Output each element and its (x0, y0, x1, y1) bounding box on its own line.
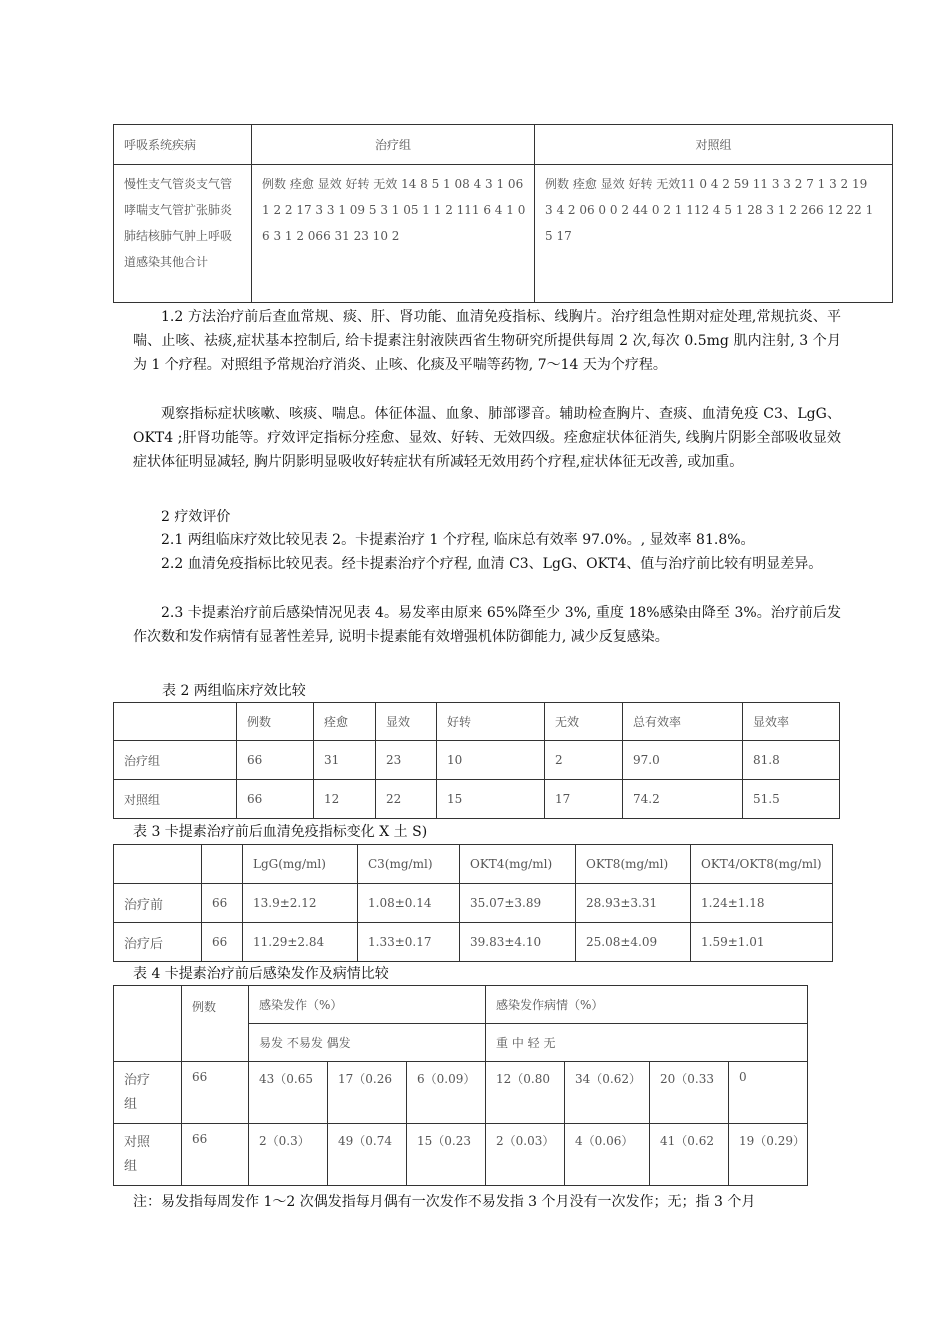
table1-header-treatment: 治疗组 (252, 125, 535, 165)
table-cell: 6（0.09） (407, 1062, 486, 1124)
table3-header-c3: C3(mg/ml) (358, 845, 460, 884)
section-heading-evaluation: 2 疗效评价 (161, 509, 231, 525)
table2-header-improved: 好转 (437, 703, 545, 741)
table-cell: 25.08±4.09 (576, 923, 691, 962)
table-cell: 20（0.33 (650, 1062, 729, 1124)
table4-header-count: 例数 (182, 986, 249, 1062)
table4-subheader-infection: 易发 不易发 偶发 (249, 1024, 486, 1062)
table-cell: 10 (437, 741, 545, 780)
table-cell: 66 (182, 1124, 249, 1186)
table-cell: 对照 组 (114, 1124, 182, 1186)
table-cell: 13.9±2.12 (243, 884, 358, 923)
table2-header-total-rate: 总有效率 (623, 703, 743, 741)
table-cell: 28.93±3.31 (576, 884, 691, 923)
table-row (114, 1124, 808, 1186)
table-row (114, 923, 833, 962)
table-cell: 51.5 (743, 780, 840, 819)
table2-header-marked-rate: 显效率 (743, 703, 840, 741)
table-4 (113, 985, 808, 1186)
table4-subheader-severity: 重 中 轻 无 (486, 1024, 808, 1062)
table-cell: 23 (376, 741, 437, 780)
table-row (114, 741, 840, 780)
table-row (114, 780, 840, 819)
table-cell: 2（0.03） (486, 1124, 565, 1186)
table-cell: 66 (182, 1062, 249, 1124)
table4-note: 注：易发指每周发作 1～2 次偶发指每月偶有一次发作不易发指 3 个月没有一次发作；无；指 3 个月 (133, 1194, 756, 1210)
table3-header-ratio: OKT4/OKT8(mg/ml) (691, 845, 833, 884)
table3-header-blank (114, 845, 202, 884)
table-cell: 4（0.06） (565, 1124, 650, 1186)
table-row (114, 1062, 808, 1124)
table-cell: 17（0.26 (328, 1062, 407, 1124)
table-cell: 17 (545, 780, 623, 819)
table-cell: 35.07±3.89 (460, 884, 576, 923)
table-cell: 1.59±1.01 (691, 923, 833, 962)
paragraph-2-3: 2.3 卡提素治疗前后感染情况见表 4。易发率由原来 65%降至少 3%, 重度 18%感染由降至 3%。治疗前后发作次数和发作病情有显著性差异, 说明卡提素能有效增强机体防御能力, 减少反复感染。 (133, 605, 841, 645)
table4-header-blank (114, 986, 182, 1062)
table-cell: 15 (437, 780, 545, 819)
table-cell: 74.2 (623, 780, 743, 819)
table-cell: 31 (314, 741, 376, 780)
table-cell: 43（0.65 (249, 1062, 328, 1124)
table-cell: 12（0.80 (486, 1062, 565, 1124)
table-cell: 对照组 (114, 780, 237, 819)
table-cell: 49（0.74 (328, 1124, 407, 1186)
table-cell: 1.08±0.14 (358, 884, 460, 923)
table-2 (113, 702, 840, 819)
table3-header-okt8: OKT8(mg/ml) (576, 845, 691, 884)
table-cell: 治疗组 (114, 741, 237, 780)
table1-control: 例数 痊愈 显效 好转 无效11 0 4 2 59 11 3 3 2 7 1 3 2 19 3 4 2 06 0 0 2 44 0 2 1 112 4 5 1 28 3 1 2 266 12 22 15 17 (535, 165, 893, 303)
table-cell: 2 (545, 741, 623, 780)
table2-header-invalid: 无效 (545, 703, 623, 741)
table4-header-infection: 感染发作（%） (249, 986, 486, 1024)
table-cell: 34（0.62） (565, 1062, 650, 1124)
table-cell: 39.83±4.10 (460, 923, 576, 962)
table4-header-severity: 感染发作病情（%） (486, 986, 808, 1024)
table-1 (113, 124, 893, 303)
table-cell: 15（0.23 (407, 1124, 486, 1186)
table3-header-blank2 (202, 845, 243, 884)
table-cell: 41（0.62 (650, 1124, 729, 1186)
table1-header-control: 对照组 (535, 125, 893, 165)
paragraph-observation: 观察指标症状咳嗽、咳痰、喘息。体征体温、血象、肺部谬音。辅助检查胸片、查痰、血清免疫 C3、LgG、OKT4 ;肝肾功能等。疗效评定指标分痊愈、显效、好转、无效四级。痊愈症状体征消失, 线胸片阴影全部吸收显效症状体征明显减轻, 胸片阴影明显吸收好转症状有所减轻无效用药个疗程,症状体征无改善, 或加重。 (133, 406, 841, 470)
table-cell: 1.33±0.17 (358, 923, 460, 962)
table-cell: 66 (202, 884, 243, 923)
table-cell: 2（0.3） (249, 1124, 328, 1186)
table-cell: 66 (237, 780, 314, 819)
table-cell: 1.24±1.18 (691, 884, 833, 923)
table1-header-disease: 呼吸系统疾病 (114, 125, 252, 165)
table2-header-cured: 痊愈 (314, 703, 376, 741)
table2-header-blank (114, 703, 237, 741)
table-cell: 治疗 组 (114, 1062, 182, 1124)
table3-caption: 表 3 卡提素治疗前后血清免疫指标变化 X 土 S) (133, 824, 428, 840)
table-cell: 治疗前 (114, 884, 202, 923)
table1-treatment: 例数 痊愈 显效 好转 无效 14 8 5 1 08 4 3 1 06 1 2 2 17 3 3 1 09 5 3 1 05 1 1 2 111 6 4 1 06 3 1 2 066 31 23 10 2 (252, 165, 535, 303)
table-cell: 19（0.29） (729, 1124, 808, 1186)
table-cell: 66 (202, 923, 243, 962)
paragraph-2-2: 2.2 血清免疫指标比较见表。经卡提素治疗个疗程, 血清 C3、LgG、OKT4、值与治疗前比较有明显差异。 (161, 556, 823, 572)
table-cell: 11.29±2.84 (243, 923, 358, 962)
table4-caption: 表 4 卡提素治疗前后感染发作及病情比较 (133, 966, 389, 982)
table-cell: 12 (314, 780, 376, 819)
table-cell: 81.8 (743, 741, 840, 780)
table-row (114, 884, 833, 923)
table3-header-okt4: OKT4(mg/ml) (460, 845, 576, 884)
table3-header-lgg: LgG(mg/ml) (243, 845, 358, 884)
table-cell: 0 (729, 1062, 808, 1124)
table1-diseases: 慢性支气管炎支气管哮喘支气管扩张肺炎肺结核肺气肿上呼吸道感染其他合计 (114, 165, 252, 303)
table-cell: 97.0 (623, 741, 743, 780)
table2-caption: 表 2 两组临床疗效比较 (162, 683, 306, 699)
table-3 (113, 844, 833, 962)
table-cell: 治疗后 (114, 923, 202, 962)
table2-header-marked: 显效 (376, 703, 437, 741)
table-cell: 22 (376, 780, 437, 819)
paragraph-methods: 1.2 方法治疗前后查血常规、痰、肝、肾功能、血清免疫指标、线胸片。治疗组急性期对症处理,常规抗炎、平喘、止咳、祛痰,症状基本控制后, 给卡提素注射液陕西省生物研究所提供每周 2 次,每次 0.5mg 肌内注射, 3 个月为 1 个疗程。对照组予常规治疗消炎、止咳、化痰及平喘等药物, 7～14 天为个疗程。 (133, 309, 841, 373)
table2-header-count: 例数 (237, 703, 314, 741)
paragraph-2-1: 2.1 两组临床疗效比较见表 2。卡提素治疗 1 个疗程, 临床总有效率 97.0%。, 显效率 81.8%。 (161, 532, 755, 548)
table-cell: 66 (237, 741, 314, 780)
